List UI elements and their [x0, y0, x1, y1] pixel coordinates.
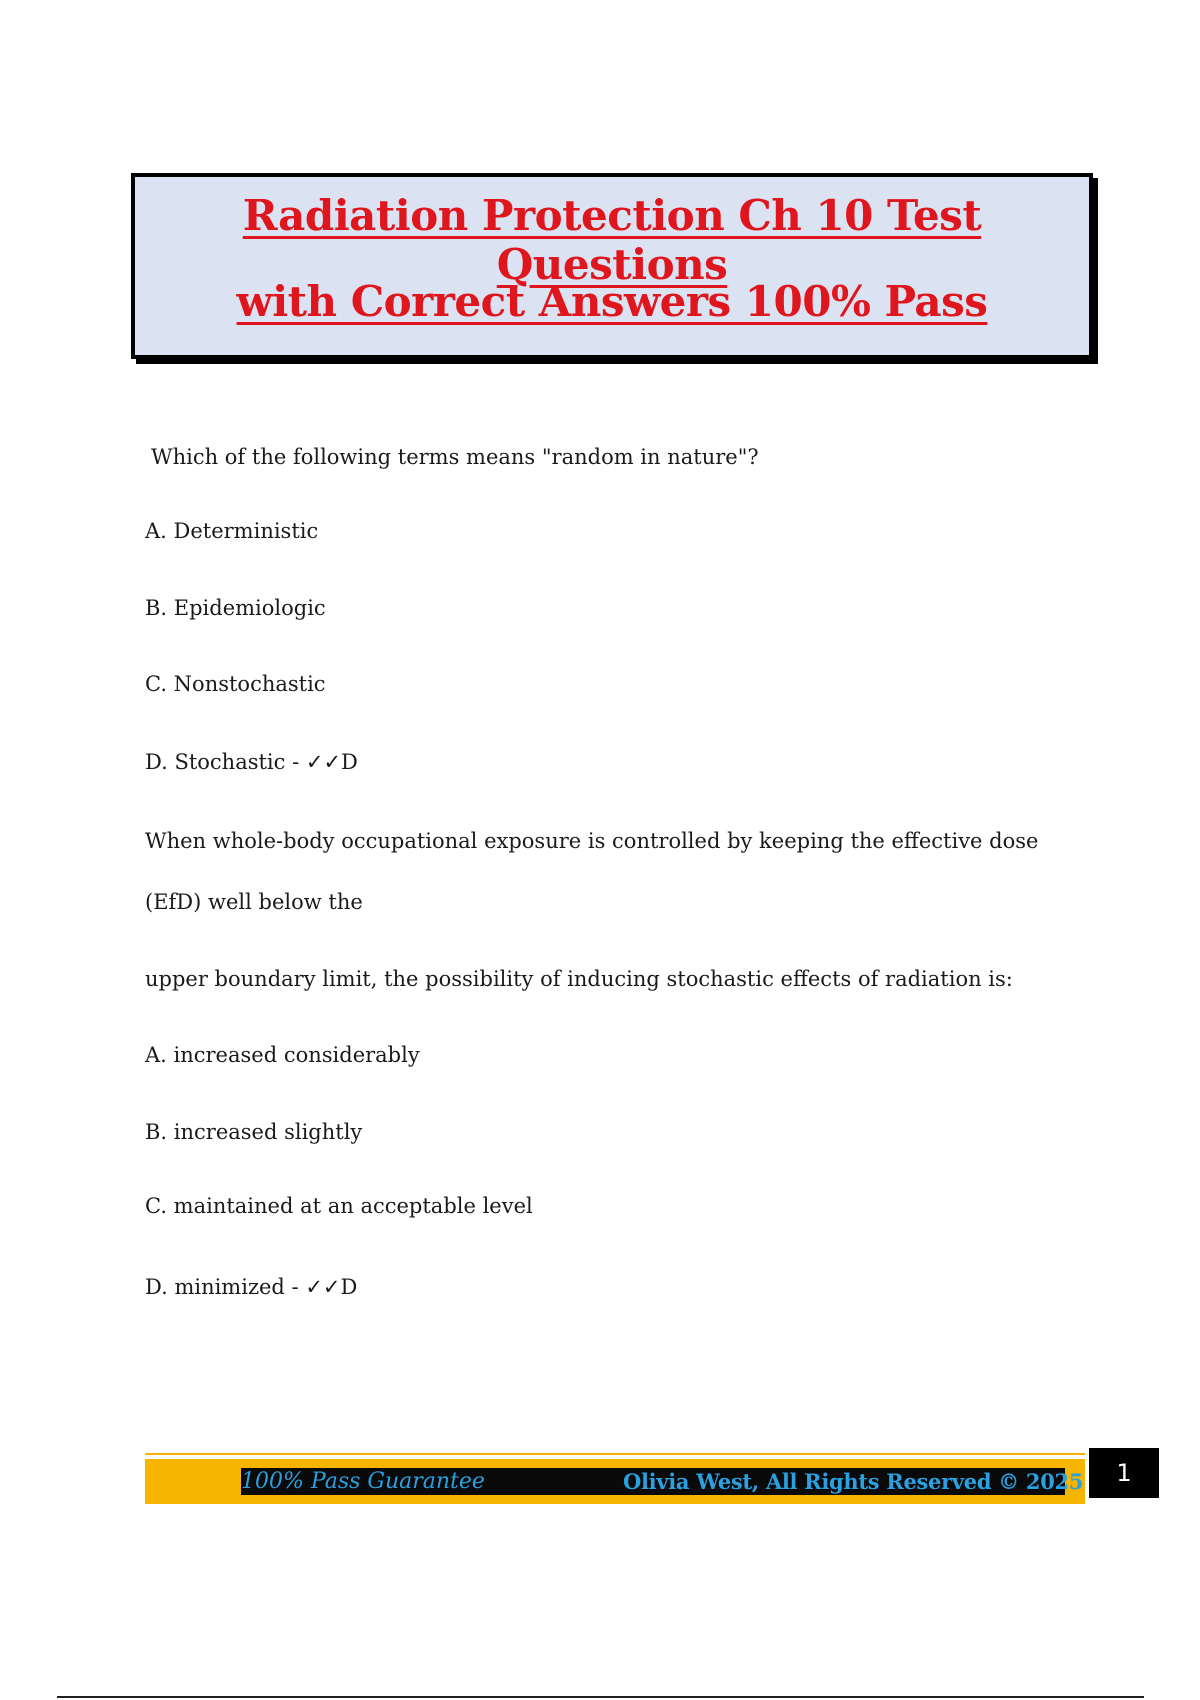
footer-rule	[145, 1453, 1085, 1455]
question-2-text-line-1: When whole-body occupational exposure is controlled by keeping the effective dose	[145, 829, 1039, 853]
title-line-2: with Correct Answers 100% Pass	[236, 277, 988, 326]
question-1-option-b: B. Epidemiologic	[145, 596, 326, 620]
question-2-option-a: A. increased considerably	[145, 1043, 420, 1067]
document-title-box	[131, 173, 1093, 359]
question-1-option-c: C. Nonstochastic	[145, 672, 326, 696]
footer-guarantee-text: 100% Pass Guarantee	[241, 1469, 485, 1494]
question-2-option-d: D. minimized - ✓✓D	[145, 1275, 358, 1299]
question-1-text: Which of the following terms means "random in nature"?	[151, 445, 759, 469]
page-footer	[145, 1453, 1085, 1506]
question-2-option-c: C. maintained at an acceptable level	[145, 1194, 533, 1218]
question-2-text-line-3: upper boundary limit, the possibility of inducing stochastic effects of radiation is:	[145, 967, 1013, 991]
question-1-option-a: A. Deterministic	[145, 519, 319, 543]
question-2-text-line-2: (EfD) well below the	[145, 890, 363, 914]
page-bottom-rule	[57, 1696, 1144, 1698]
question-1-option-d: D. Stochastic - ✓✓D	[145, 750, 358, 774]
question-2-option-b: B. increased slightly	[145, 1120, 363, 1144]
title-line-1: Radiation Protection Ch 10 Test Questions	[242, 191, 982, 289]
page-number: 1	[1089, 1448, 1159, 1498]
footer-copyright-text: Olivia West, All Rights Reserved © 2025	[623, 1469, 1084, 1494]
